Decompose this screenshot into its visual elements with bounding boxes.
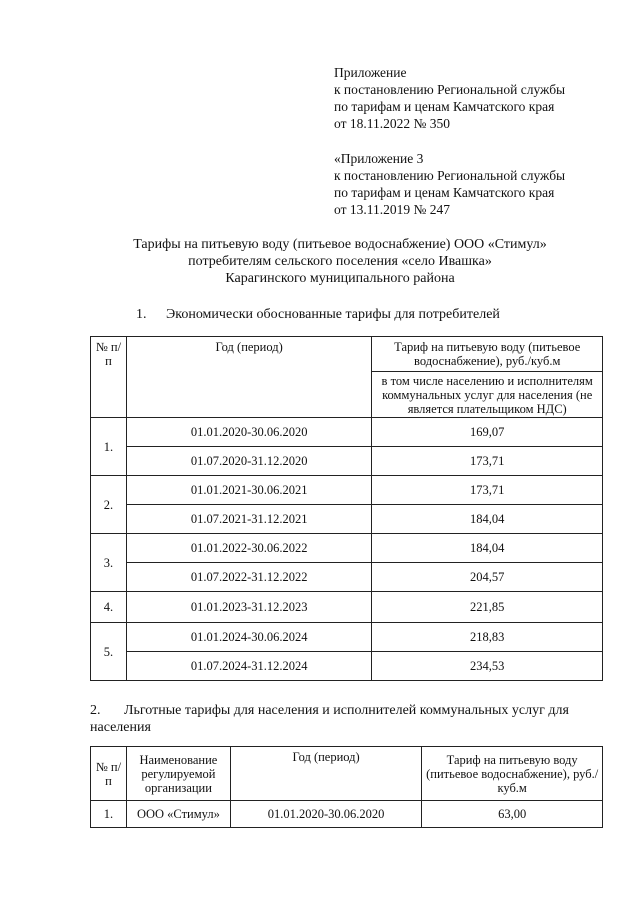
table-row <box>91 801 603 828</box>
column-subheader-population: в том числе населению и исполнителям коммунальных услуг для населения (не является плательщиком НДС) <box>372 372 603 418</box>
table-row <box>91 563 603 592</box>
row-number: 3. <box>91 534 127 592</box>
title-line: потребителям сельского поселения «село Ивашка» <box>188 254 492 269</box>
column-header-number: № п/п <box>91 337 127 418</box>
row-number: 1. <box>91 801 127 828</box>
row-number: 2. <box>91 476 127 534</box>
section-number: 2. <box>90 703 101 718</box>
section-text: Экономически обоснованные тарифы для потребителей <box>166 307 500 322</box>
appendix-line: к постановлению Региональной службы <box>334 82 566 97</box>
table-row <box>91 476 603 505</box>
tariff-cell: 169,07 <box>372 418 603 447</box>
table-row <box>91 505 603 534</box>
economic-tariffs-table <box>90 336 603 681</box>
appendix-3-header <box>334 150 624 218</box>
column-header-tariff: Тариф на питьевую воду (питьевое водоснабжение), руб./куб.м <box>372 337 603 372</box>
period-cell: 01.01.2022-30.06.2022 <box>126 534 371 563</box>
appendix-line: Приложение <box>334 65 407 80</box>
table-row <box>91 652 603 681</box>
column-header-period: Год (период) <box>126 337 371 418</box>
title-line: Карагинского муниципального района <box>225 271 455 286</box>
organization-cell: ООО «Стимул» <box>126 801 230 828</box>
appendix-line: к постановлению Региональной службы <box>334 168 566 183</box>
column-header-period: Год (период) <box>230 747 421 801</box>
title-line: Тарифы на питьевую воду (питьевое водоснабжение) ООО «Стимул» <box>133 237 547 252</box>
appendix-line: от 18.11.2022 № 350 <box>334 116 450 131</box>
table-row <box>91 418 603 447</box>
appendix-header <box>334 64 624 132</box>
section-1-heading <box>136 306 500 323</box>
period-cell: 01.01.2021-30.06.2021 <box>126 476 371 505</box>
tariff-cell: 173,71 <box>372 476 603 505</box>
period-cell: 01.01.2023-31.12.2023 <box>126 592 371 623</box>
tariff-cell: 184,04 <box>372 505 603 534</box>
period-cell: 01.01.2020-30.06.2020 <box>126 418 371 447</box>
table-row <box>91 534 603 563</box>
column-header-number: № п/п <box>91 747 127 801</box>
appendix-line: по тарифам и ценам Камчатского края <box>334 99 555 114</box>
period-cell: 01.07.2020-31.12.2020 <box>126 447 371 476</box>
period-cell: 01.07.2022-31.12.2022 <box>126 563 371 592</box>
column-header-organization: Наименование регулируемой организации <box>126 747 230 801</box>
row-number: 5. <box>91 623 127 681</box>
period-cell: 01.07.2021-31.12.2021 <box>126 505 371 534</box>
table-row <box>91 592 603 623</box>
row-number: 1. <box>91 418 127 476</box>
section-text: Льготные тарифы для населения и исполнителей коммунальных услуг для населения <box>90 703 569 735</box>
section-number: 1. <box>136 307 147 322</box>
tariff-cell: 221,85 <box>372 592 603 623</box>
tariff-cell: 218,83 <box>372 623 603 652</box>
tariff-cell: 204,57 <box>372 563 603 592</box>
period-cell: 01.01.2020-30.06.2020 <box>230 801 421 828</box>
section-2-heading <box>90 702 618 736</box>
tariff-cell: 173,71 <box>372 447 603 476</box>
table-row <box>91 447 603 476</box>
column-header-tariff: Тариф на питьевую воду (питьевое водоснабжение), руб./куб.м <box>422 747 603 801</box>
preferential-tariffs-table <box>90 746 603 828</box>
table-row <box>91 623 603 652</box>
tariff-cell: 63,00 <box>422 801 603 828</box>
row-number: 4. <box>91 592 127 623</box>
tariff-cell: 234,53 <box>372 652 603 681</box>
appendix-line: по тарифам и ценам Камчатского края <box>334 185 555 200</box>
period-cell: 01.07.2024-31.12.2024 <box>126 652 371 681</box>
tariff-cell: 184,04 <box>372 534 603 563</box>
document-title <box>60 236 620 287</box>
period-cell: 01.01.2024-30.06.2024 <box>126 623 371 652</box>
appendix-line: от 13.11.2019 № 247 <box>334 202 450 217</box>
appendix-line: «Приложение 3 <box>334 151 424 166</box>
